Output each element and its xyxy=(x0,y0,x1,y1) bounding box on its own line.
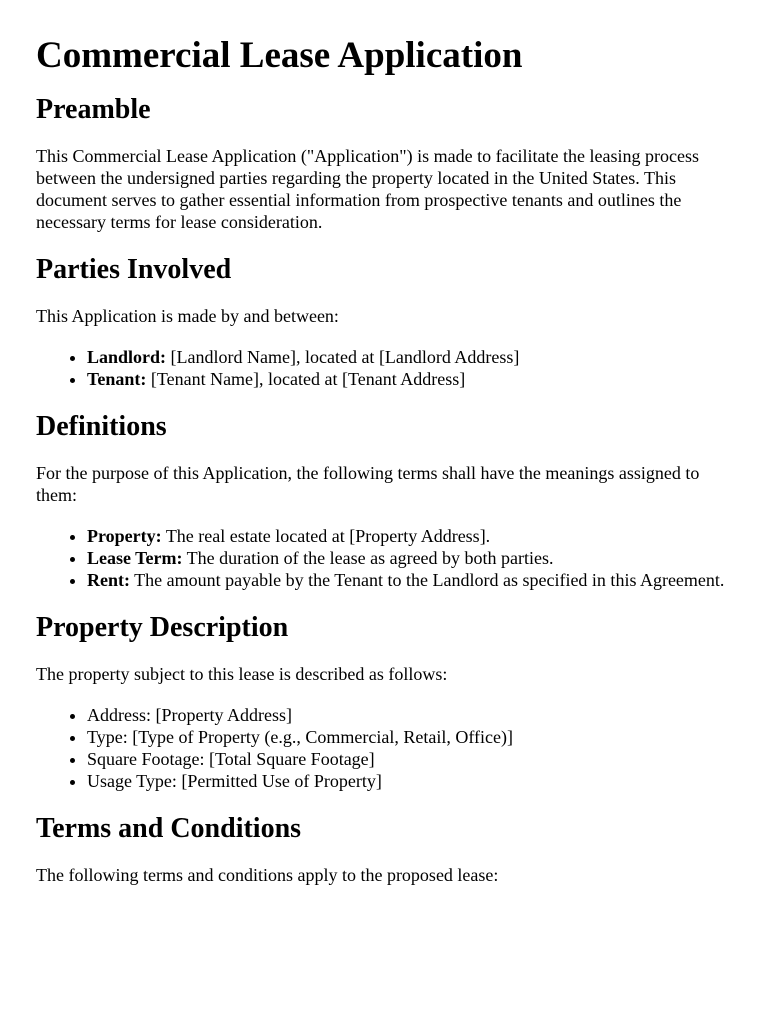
list-item-rent xyxy=(87,569,734,591)
list-item-type: • Type: [Type of Property (e.g., Commercial, Retail, Office)] xyxy=(87,726,734,748)
list-item-usage-type: • Usage Type: [Permitted Use of Property] xyxy=(87,770,734,792)
parties-list xyxy=(36,346,734,390)
list-item-term: Lease Term: xyxy=(87,548,183,568)
list-item-text: The real estate located at [Property Address]. xyxy=(161,526,491,546)
list-item-tenant xyxy=(87,368,734,390)
list-item-term: Tenant: xyxy=(87,369,147,389)
preamble-section xyxy=(36,93,734,233)
list-item-lease-term xyxy=(87,547,734,569)
preamble-heading: Preamble xyxy=(36,94,151,125)
definitions-intro: For the purpose of this Application, the following terms shall have the meanings assigned to them: xyxy=(36,463,700,505)
list-item-text: [Landlord Name], located at [Landlord Address] xyxy=(166,347,520,367)
list-item-term: Landlord: xyxy=(87,347,167,367)
terms-section xyxy=(36,812,734,886)
list-item-property xyxy=(87,525,734,547)
list-item-text: The duration of the lease as agreed by both parties. xyxy=(182,548,554,568)
list-item-term: Rent: xyxy=(87,570,130,590)
list-item-landlord xyxy=(87,346,734,368)
list-item-text: [Tenant Name], located at [Tenant Address] xyxy=(146,369,466,389)
property-description-heading: Property Description xyxy=(36,612,289,643)
terms-intro: The following terms and conditions apply to the proposed lease: xyxy=(36,865,499,885)
definitions-list xyxy=(36,525,734,591)
preamble-text: This Commercial Lease Application ("Application") is made to facilitate the leasing process between the undersigned parties regarding the property located in the United States. This document serves to gather essential information from prospective tenants and outlines the necessary terms for lease consideration. xyxy=(36,146,699,232)
property-description-section xyxy=(36,611,734,792)
property-description-intro: The property subject to this lease is described as follows: xyxy=(36,664,448,684)
document-title: Commercial Lease Application xyxy=(36,35,523,76)
parties-heading: Parties Involved xyxy=(36,254,232,285)
list-item-address: • Address: [Property Address] xyxy=(87,704,734,726)
property-description-list xyxy=(36,704,734,792)
parties-intro: This Application is made by and between: xyxy=(36,306,339,326)
terms-heading: Terms and Conditions xyxy=(36,813,302,844)
list-item-text: The amount payable by the Tenant to the Landlord as specified in this Agreement. xyxy=(130,570,725,590)
list-item-term: Property: xyxy=(87,526,162,546)
definitions-section xyxy=(36,410,734,591)
definitions-heading: Definitions xyxy=(36,411,167,442)
list-item-square-footage: • Square Footage: [Total Square Footage] xyxy=(87,748,734,770)
parties-section xyxy=(36,253,734,390)
